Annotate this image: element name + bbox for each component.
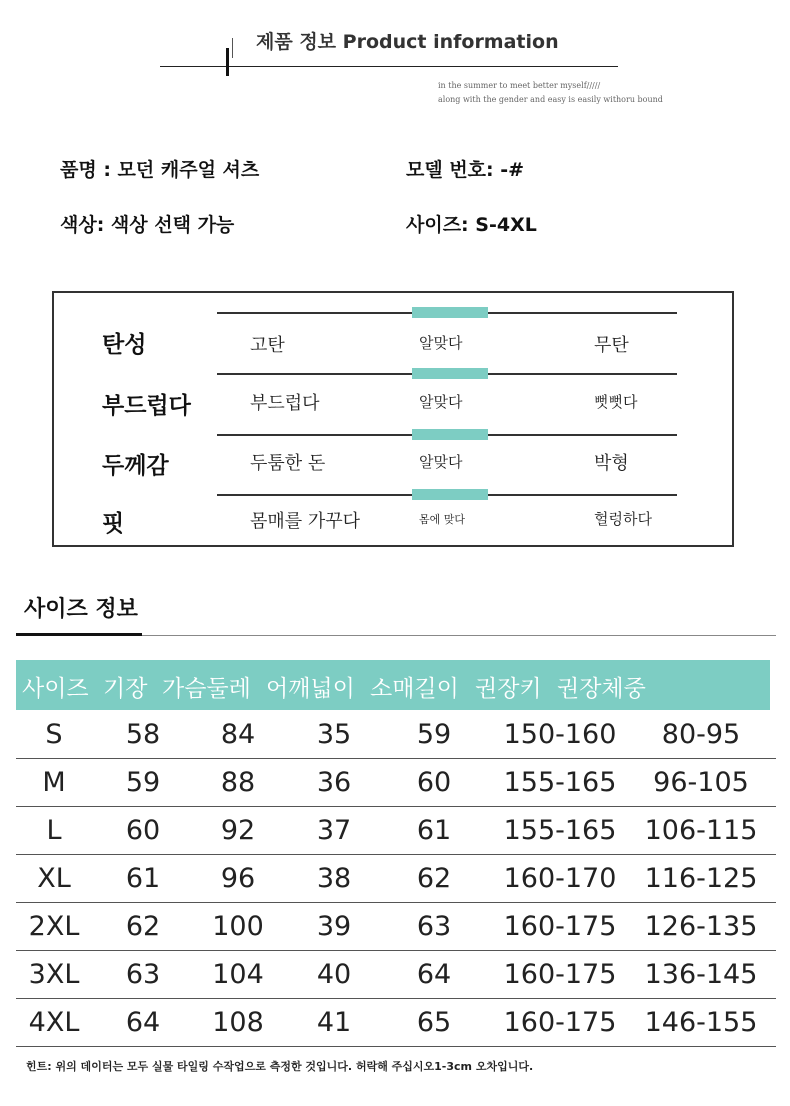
table-cell: 35 [316,719,352,750]
table-cell: 155-165 [503,815,617,846]
attribute-option-high: 뻣뻣다 [594,393,638,411]
table-cell: 60 [416,767,452,798]
attribute-option-low: 두툼한 돈 [250,453,326,474]
table-cell: L [46,815,62,846]
attribute-label: 두께감 [102,453,169,479]
attribute-option-mid: 알맞다 [419,453,463,471]
table-cell: 62 [125,911,161,942]
table-cell: 3XL [28,959,80,990]
attribute-option-mid: 몸에 맞다 [419,513,466,526]
table-row [16,807,776,855]
table-cell: 80-95 [661,719,741,750]
measurement-note: 힌트: 위의 데이터는 모두 실물 타일링 수작업으로 측정한 것입니다. 허락해 주십시오1-3cm 오차입니다. [26,1060,534,1073]
attribute-option-high: 헐렁하다 [594,510,652,528]
attribute-option-low: 고탄 [250,335,285,356]
attribute-level-marker [412,429,488,440]
table-header-cell: 권장체중 [557,676,646,702]
table-cell: 59 [125,767,161,798]
table-cell: 160-175 [503,959,617,990]
slogan-line: in the summer to meet better myself///// [438,81,601,90]
table-cell: 59 [416,719,452,750]
attribute-label: 부드럽다 [102,393,191,419]
table-row [16,903,776,951]
attribute-option-high: 박형 [594,453,629,474]
table-header-cell: 사이즈 [22,676,89,702]
table-row [16,711,776,759]
attribute-option-low: 부드럽다 [250,393,320,414]
header-divider [226,48,229,76]
table-cell: 108 [212,1007,264,1038]
table-cell: 61 [416,815,452,846]
table-cell: 116-125 [644,863,758,894]
table-cell: 4XL [28,1007,80,1038]
header-divider [232,38,233,58]
table-cell: 36 [316,767,352,798]
table-cell: 160-175 [503,911,617,942]
attribute-label: 탄성 [102,332,147,358]
table-cell: 136-145 [644,959,758,990]
table-cell: 64 [125,1007,161,1038]
table-cell: 160-175 [503,1007,617,1038]
attribute-option-high: 무탄 [594,335,629,356]
table-cell: 106-115 [644,815,758,846]
table-header-cell: 어깨넓이 [266,676,355,702]
table-row [16,855,776,903]
product-name: 품명 : 모던 캐주얼 셔츠 [60,159,260,181]
attribute-label: 핏 [102,511,125,537]
table-cell: 155-165 [503,767,617,798]
table-cell: 104 [212,959,264,990]
table-cell: 160-170 [503,863,617,894]
table-cell: 41 [316,1007,352,1038]
attribute-level-marker [412,368,488,379]
attribute-level-marker [412,489,488,500]
table-cell: M [42,767,66,798]
table-cell: 84 [220,719,256,750]
color-info: 색상: 색상 선택 가능 [60,214,235,236]
table-row [16,951,776,999]
attribute-level-marker [412,307,488,318]
table-cell: 88 [220,767,256,798]
table-cell: 40 [316,959,352,990]
table-cell: 37 [316,815,352,846]
table-cell: 100 [212,911,264,942]
table-row [16,759,776,807]
table-cell: 65 [416,1007,452,1038]
table-cell: 58 [125,719,161,750]
attribute-option-mid: 알맞다 [419,334,463,352]
table-cell: 60 [125,815,161,846]
table-cell: 96 [220,863,256,894]
size-range: 사이즈: S-4XL [406,214,537,236]
size-info-title: 사이즈 정보 [24,597,138,622]
table-cell: 39 [316,911,352,942]
table-cell: 61 [125,863,161,894]
attribute-option-low: 몸매를 가꾸다 [250,511,361,532]
slogan-line: along with the gender and easy is easily withoru bound [438,95,663,104]
table-cell: 63 [125,959,161,990]
table-header-cell: 기장 [103,676,148,702]
table-header-cell: 가슴둘레 [162,676,251,702]
table-header-cell: 권장키 [475,676,542,702]
table-cell: S [45,719,63,750]
table-header-cell: 소매길이 [370,676,459,702]
table-cell: XL [37,863,71,894]
table-cell: 126-135 [644,911,758,942]
table-cell: 62 [416,863,452,894]
table-cell: 63 [416,911,452,942]
table-row [16,999,776,1047]
table-cell: 146-155 [644,1007,758,1038]
table-cell: 38 [316,863,352,894]
table-cell: 64 [416,959,452,990]
attribute-option-mid: 알맞다 [419,393,463,411]
page-title: 제품 정보 Product information [256,31,559,53]
table-cell: 92 [220,815,256,846]
table-cell: 96-105 [653,767,749,798]
model-number: 모델 번호: -# [406,159,525,181]
table-cell: 150-160 [503,719,617,750]
table-cell: 2XL [28,911,80,942]
section-underline [16,633,142,636]
